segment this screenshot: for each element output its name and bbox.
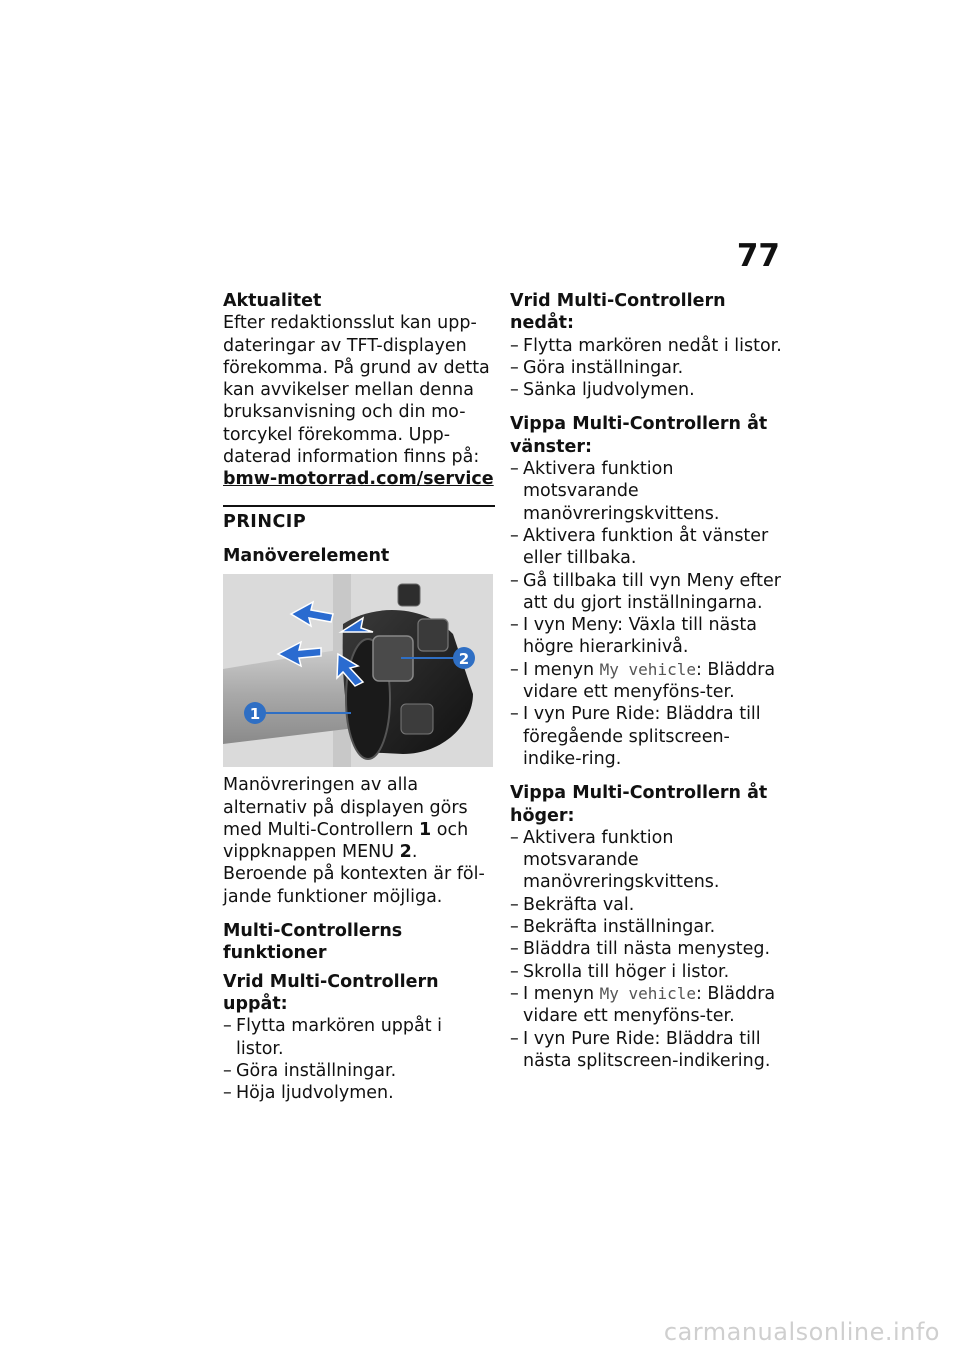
list-item: – Flytta markören uppåt i listor. bbox=[223, 1015, 495, 1060]
heading-vrid-uppat: Vrid Multi-Controllern uppåt: bbox=[223, 971, 439, 1014]
heading-vippa-hoger: Vippa Multi-Controllern åt höger: bbox=[510, 783, 768, 826]
heading-funktioner: Multi-Controllerns funktioner bbox=[223, 921, 403, 964]
list-nedat bbox=[510, 335, 782, 402]
heading-aktualitet: Aktualitet bbox=[223, 291, 322, 311]
ref-2: 2 bbox=[399, 842, 412, 863]
list-item: – Sänka ljudvolymen. bbox=[510, 379, 782, 401]
list-item: – Höja ljudvolymen. bbox=[223, 1082, 495, 1104]
heading-vrid-nedat: Vrid Multi-Controllern nedåt: bbox=[510, 291, 726, 334]
menu-name-my-vehicle: My vehicle bbox=[599, 659, 696, 679]
list-item-text: I menyn bbox=[523, 659, 600, 680]
handlebar-control-illustration bbox=[223, 574, 493, 767]
list-item: – I vyn Pure Ride: Bläddra till nästa splitscreen-indikering. bbox=[510, 1028, 782, 1073]
list-item: – Flytta markören nedåt i listor. bbox=[510, 335, 782, 357]
list-item: – Gå tillbaka till vyn Meny efter att du gjort inställningarna. bbox=[510, 570, 782, 615]
right-column bbox=[510, 290, 782, 1072]
list-item: – Skrolla till höger i listor. bbox=[510, 961, 782, 983]
list-item: – Aktivera funktion motsvarande manövreringskvittens. bbox=[510, 827, 782, 894]
list-item: – Bekräfta inställningar. bbox=[510, 916, 782, 938]
list-vanster bbox=[510, 458, 782, 770]
left-column bbox=[223, 290, 495, 1104]
heading-vippa-vanster: Vippa Multi-Controllern åt vänster: bbox=[510, 414, 768, 457]
list-item: – Bekräfta val. bbox=[510, 894, 782, 916]
manovrering-text-c: och vippknappen MENU bbox=[223, 819, 469, 863]
manovrering-text-d: . bbox=[411, 842, 418, 863]
manovrering-text-a: Manövreringen av alla alternativ på displayen görs med Multi-Controllern bbox=[223, 775, 468, 840]
list-item: – I vyn Pure Ride: Bläddra till föregående splitscreen-indike-ring. bbox=[510, 703, 782, 770]
list-item: – Bläddra till nästa menysteg. bbox=[510, 938, 782, 960]
callout-1-label: 1 bbox=[249, 705, 261, 724]
menu-name-my-vehicle: My vehicle bbox=[599, 983, 696, 1003]
list-item: – Aktivera funktion motsvarande manövreringskvittens. bbox=[510, 458, 782, 525]
section-divider bbox=[223, 505, 495, 533]
paragraph-beroende: Beroende på kontexten är föl-jande funktioner möjliga. bbox=[223, 864, 485, 907]
list-item: – I vyn Meny: Växla till nästa högre hierarkinivå. bbox=[510, 614, 782, 659]
list-item: – Aktivera funktion åt vänster eller tillbaka. bbox=[510, 525, 782, 570]
list-item bbox=[510, 983, 782, 1028]
list-uppat bbox=[223, 1015, 495, 1104]
paragraph-aktualitet: Efter redaktionsslut kan upp-dateringar av TFT-displayen förekomma. På grund av detta kan avvikelser mellan denna bruksanvisning och din mo-torcykel förekomma. Upp-daterad information finns på: bbox=[223, 313, 490, 468]
list-item: – Göra inställningar. bbox=[510, 357, 782, 379]
page-number: 77 bbox=[736, 238, 780, 274]
list-item: – Göra inställningar. bbox=[223, 1060, 495, 1082]
list-item-text: I menyn bbox=[523, 983, 600, 1004]
watermark: carmanualsonline.info bbox=[663, 1318, 940, 1346]
list-item-text: : Bläddra vidare ett menyföns-ter. bbox=[523, 983, 776, 1027]
paragraph-manovrering bbox=[223, 774, 495, 863]
ref-1: 1 bbox=[419, 819, 432, 840]
list-item bbox=[510, 659, 782, 704]
section-title-princip: PRINCIP bbox=[223, 511, 307, 532]
list-hoger bbox=[510, 827, 782, 1072]
list-item-text: : Bläddra vidare ett menyföns-ter. bbox=[523, 659, 776, 703]
callout-2-label: 2 bbox=[458, 650, 470, 669]
heading-manoverelement: Manöverelement bbox=[223, 545, 390, 566]
handlebar-control-figure bbox=[223, 574, 493, 767]
service-link[interactable]: bmw-motorrad.com/service bbox=[223, 469, 494, 490]
